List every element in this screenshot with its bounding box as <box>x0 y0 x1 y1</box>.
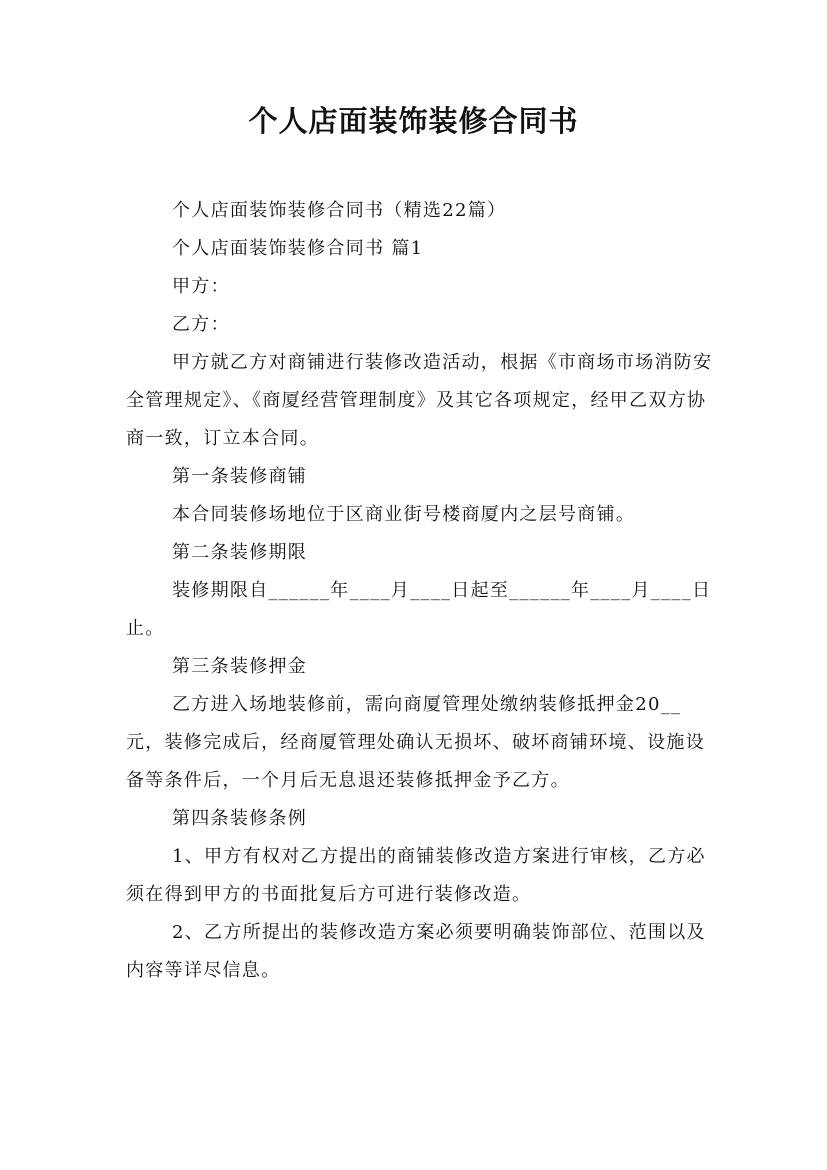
article-heading: 第三条装修押金 <box>172 656 308 677</box>
preamble-paragraph: 甲方就乙方对商铺进行装修改造活动，根据《市商场市场消防安全管理规定》、《商厦经营管理制度》及其它各项规定，经甲乙双方协商一致，订立本合同。 <box>126 352 713 449</box>
article-heading: 第二条装修期限 <box>172 542 308 563</box>
party-b-line: 乙方： <box>172 314 230 335</box>
article-paragraph: 本合同装修场地位于区商业街号楼商厦内之层号商铺。 <box>172 504 636 525</box>
clause-paragraph: 2、乙方所提出的装修改造方案必须要明确装饰部位、范围以及内容等详尽信息。 <box>126 922 706 981</box>
clause-paragraph: 1、甲方有权对乙方提出的商铺装修改造方案进行审核，乙方必须在得到甲方的书面批复后方可进行装修改造。 <box>126 846 706 905</box>
article-heading: 第一条装修商铺 <box>172 466 308 487</box>
article-heading: 第四条装修条例 <box>172 808 308 829</box>
subtitle-paragraph: 个人店面装饰装修合同书（精选22篇） <box>172 200 507 221</box>
article-paragraph: 装修期限自______年____月____日起至______年____月____日止。 <box>126 580 712 639</box>
article-paragraph: 乙方进入场地装修前，需向商厦管理处缴纳装修抵押金20__元，装修完成后，经商厦管理处确认无损坏、破坏商铺环境、设施设备等条件后，一个月后无息退还装修抵押金予乙方。 <box>126 694 705 791</box>
document-body <box>126 192 716 990</box>
section-heading: 个人店面装饰装修合同书 篇1 <box>172 238 424 259</box>
party-a-line: 甲方： <box>172 276 230 297</box>
document-title: 个人店面装饰装修合同书 <box>248 104 579 138</box>
